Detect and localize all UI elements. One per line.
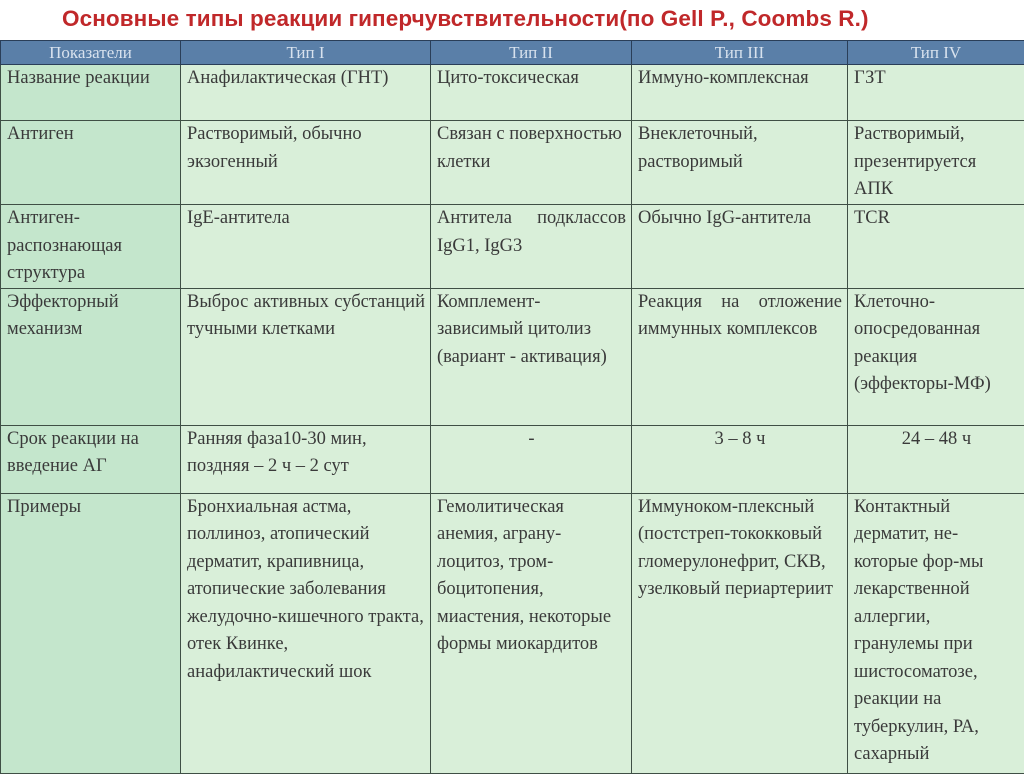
table-row	[1, 288, 1024, 425]
table-row	[1, 121, 1024, 205]
table-row	[1, 493, 1024, 773]
header-indicators: Показатели	[1, 41, 181, 65]
table-cell: Реакция на отложение иммунных комплексов	[632, 288, 848, 425]
table-cell: Контактный дерматит, не-которые фор-мы лекарственной аллергии, гранулемы при шистосоматозе, реакции на туберкулин, РА, сахарный	[848, 493, 1024, 773]
row-label: Антиген	[1, 121, 181, 205]
table-cell: Иммуноком-плексный (постстреп-тококковый гломерулонефрит, СКВ, узелковый периартериит	[632, 493, 848, 773]
table-cell: Гемолитическая анемия, аграну-лоцитоз, тром-боцитопения, миастения, некоторые формы миокардитов	[431, 493, 632, 773]
row-label: Антиген-распознающая структура	[1, 205, 181, 289]
table-row	[1, 205, 1024, 289]
table-row	[1, 425, 1024, 493]
table-cell: Растворимый, презентируется АПК	[848, 121, 1024, 205]
table-cell: Связан с поверхностью клетки	[431, 121, 632, 205]
table-cell: Выброс активных субстанций тучными клетками	[181, 288, 431, 425]
table-cell: Ранняя фаза10-30 мин, поздняя – 2 ч – 2 сут	[181, 425, 431, 493]
header-type-1: Тип I	[181, 41, 431, 65]
table-cell: Обычно IgG-антитела	[632, 205, 848, 289]
table-cell: Цито-токсическая	[431, 65, 632, 121]
table-cell: TCR	[848, 205, 1024, 289]
table-cell: 3 – 8 ч	[632, 425, 848, 493]
hypersensitivity-table	[0, 40, 1024, 774]
table-cell: Анафилактическая (ГНТ)	[181, 65, 431, 121]
table-cell: Растворимый, обычно экзогенный	[181, 121, 431, 205]
table-cell: ГЗТ	[848, 65, 1024, 121]
table-cell: Бронхиальная астма, поллиноз, атопический дерматит, крапивница, атопические заболевания желудочно-кишечного тракта, отек Квинке, анафилактический шок	[181, 493, 431, 773]
table-cell: Иммуно-комплексная	[632, 65, 848, 121]
header-type-2: Тип II	[431, 41, 632, 65]
table-cell: IgE-антитела	[181, 205, 431, 289]
row-label: Примеры	[1, 493, 181, 773]
table-cell: Клеточно-опосредованная реакция (эффекторы-МФ)	[848, 288, 1024, 425]
header-row	[1, 41, 1024, 65]
table-cell: Антитела подклассов IgG1, IgG3	[431, 205, 632, 289]
page-title: Основные типы реакции гиперчувствительности(по Gell P., Coombs R.)	[62, 6, 869, 32]
table-cell: 24 – 48 ч	[848, 425, 1024, 493]
header-type-4: Тип IV	[848, 41, 1024, 65]
row-label: Эффекторный механизм	[1, 288, 181, 425]
row-label: Срок реакции на введение АГ	[1, 425, 181, 493]
table-cell: -	[431, 425, 632, 493]
table-cell: Внеклеточный, растворимый	[632, 121, 848, 205]
header-type-3: Тип III	[632, 41, 848, 65]
row-label: Название реакции	[1, 65, 181, 121]
table-cell: Комплемент-зависимый цитолиз (вариант - активация)	[431, 288, 632, 425]
table-row	[1, 65, 1024, 121]
